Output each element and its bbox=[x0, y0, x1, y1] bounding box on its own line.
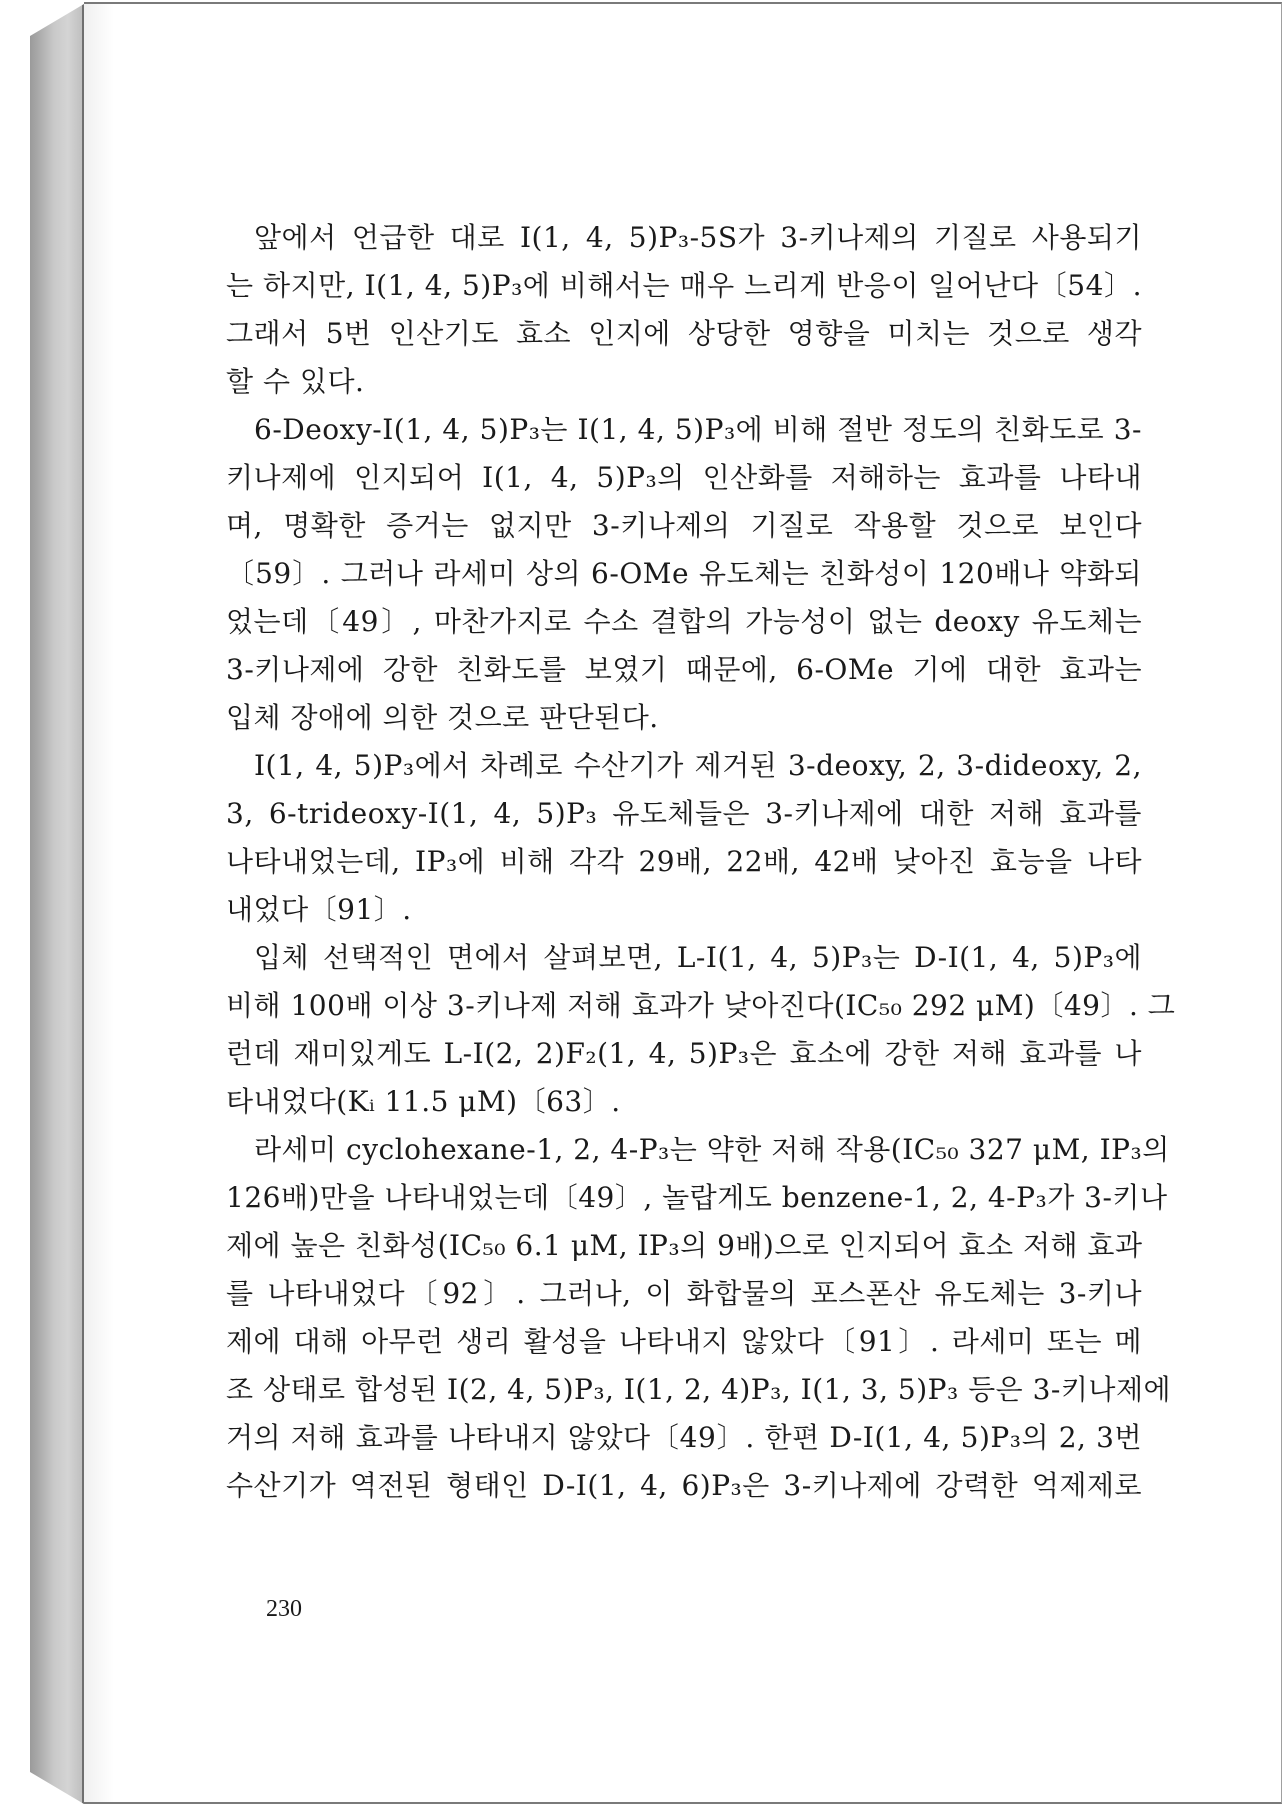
text-line: 제에 대해 아무런 생리 활성을 나타내지 않았다〔91〕. 라세미 또는 메 bbox=[226, 1325, 1142, 1358]
text-line: 〔59〕. 그러나 라세미 상의 6-OMe 유도체는 친화성이 120배나 약화되 bbox=[226, 557, 1142, 590]
text-line: 며, 명확한 증거는 없지만 3-키나제의 기질로 작용할 것으로 보인다 bbox=[226, 509, 1142, 542]
text-line: 입체 장애에 의한 것으로 판단된다. bbox=[226, 701, 659, 734]
page-gutter-shadow bbox=[84, 4, 114, 1802]
text-line: I(1, 4, 5)P₃에서 차례로 수산기가 제거된 3-deoxy, 2, 3-dideoxy, 2, bbox=[254, 749, 1142, 782]
text-line: 조 상태로 합성된 I(2, 4, 5)P₃, I(1, 2, 4)P₃, I(1, 3, 5)P₃ 등은 3-키나제에 bbox=[226, 1373, 1172, 1406]
text-line: 를 나타내었다〔92〕. 그러나, 이 화합물의 포스폰산 유도체는 3-키나 bbox=[226, 1277, 1142, 1310]
text-line: 었는데〔49〕, 마찬가지로 수소 결합의 가능성이 없는 deoxy 유도체는 bbox=[226, 605, 1142, 638]
text-line: 라세미 cyclohexane-1, 2, 4-P₃는 약한 저해 작용(IC₅₀ 327 μM, IP₃의 bbox=[254, 1133, 1170, 1166]
text-line: 나타내었는데, IP₃에 비해 각각 29배, 22배, 42배 낮아진 효능을 나타 bbox=[226, 845, 1142, 878]
text-line: 입체 선택적인 면에서 살펴보면, L-I(1, 4, 5)P₃는 D-I(1, 4, 5)P₃에 bbox=[254, 941, 1142, 974]
text-line: 는 하지만, I(1, 4, 5)P₃에 비해서는 매우 느리게 반응이 일어난다〔54〕. bbox=[226, 269, 1142, 302]
text-line: 126배)만을 나타내었는데〔49〕, 놀랍게도 benzene-1, 2, 4-P₃가 3-키나 bbox=[226, 1181, 1168, 1214]
text-line: 제에 높은 친화성(IC₅₀ 6.1 μM, IP₃의 9배)으로 인지되어 효소 저해 효과 bbox=[226, 1229, 1143, 1262]
text-line: 타내었다(Kᵢ 11.5 μM)〔63〕. bbox=[226, 1085, 621, 1118]
page-number: 230 bbox=[266, 1596, 302, 1622]
text-line: 런데 재미있게도 L-I(2, 2)F₂(1, 4, 5)P₃은 효소에 강한 저해 효과를 나 bbox=[226, 1037, 1142, 1070]
body-text bbox=[226, 214, 1176, 1510]
text-line: 키나제에 인지되어 I(1, 4, 5)P₃의 인산화를 저해하는 효과를 나타내 bbox=[226, 461, 1142, 494]
text-line: 그래서 5번 인산기도 효소 인지에 상당한 영향을 미치는 것으로 생각 bbox=[226, 317, 1142, 350]
text-line: 할 수 있다. bbox=[226, 365, 365, 398]
text-line: 앞에서 언급한 대로 I(1, 4, 5)P₃-5S가 3-키나제의 기질로 사용되기 bbox=[254, 221, 1142, 254]
text-line: 수산기가 역전된 형태인 D-I(1, 4, 6)P₃은 3-키나제에 강력한 억제제로 bbox=[226, 1469, 1142, 1502]
text-line: 내었다〔91〕. bbox=[226, 893, 412, 926]
text-line: 거의 저해 효과를 나타내지 않았다〔49〕. 한편 D-I(1, 4, 5)P₃의 2, 3번 bbox=[226, 1421, 1142, 1454]
book-spine bbox=[30, 4, 84, 1804]
text-line: 3, 6-trideoxy-I(1, 4, 5)P₃ 유도체들은 3-키나제에 대한 저해 효과를 bbox=[226, 797, 1142, 830]
text-line: 3-키나제에 강한 친화도를 보였기 때문에, 6-OMe 기에 대한 효과는 bbox=[226, 653, 1142, 686]
text-line: 6-Deoxy-I(1, 4, 5)P₃는 I(1, 4, 5)P₃에 비해 절반 정도의 친화도로 3- bbox=[254, 413, 1142, 446]
text-line: 비해 100배 이상 3-키나제 저해 효과가 낮아진다(IC₅₀ 292 μM)〔49〕. 그 bbox=[226, 989, 1176, 1022]
